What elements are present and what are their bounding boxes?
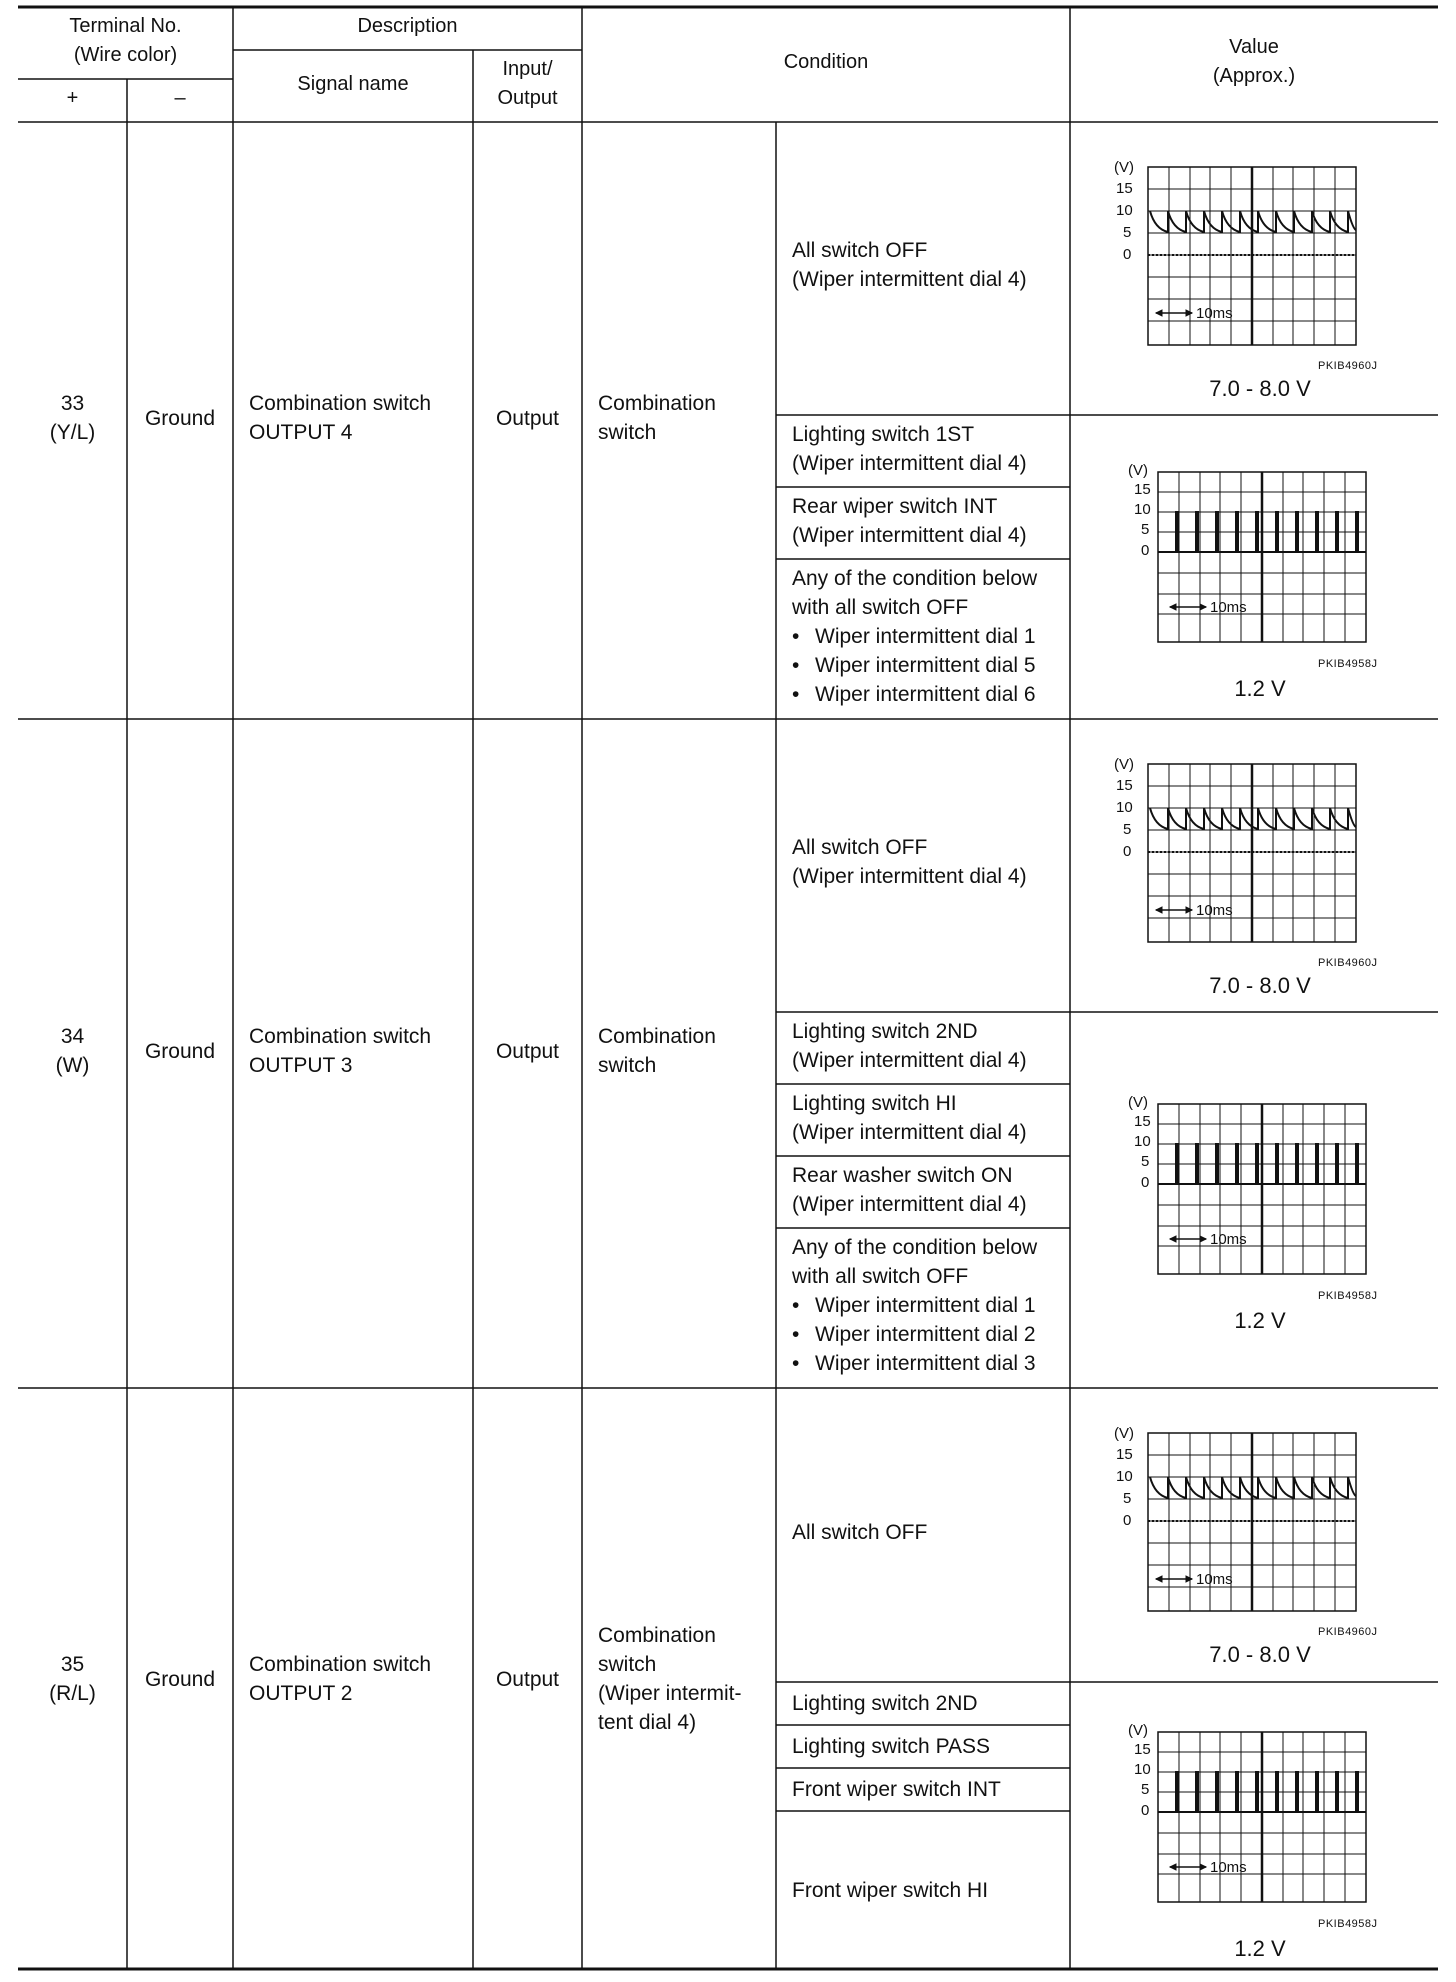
condition-sub-dial: (Wiper intermittent dial 4)	[792, 524, 1027, 547]
waveform-scope-pulse	[1110, 1720, 1370, 1910]
condition-sub-dial: (Wiper intermittent dial 4)	[792, 1121, 1027, 1144]
io-label: Output	[495, 1668, 560, 1691]
header-approx: (Approx.)	[1212, 65, 1296, 87]
header-signal-name: Signal name	[297, 73, 409, 95]
condition-sub-dial: (Wiper intermittent dial 4)	[792, 1049, 1027, 1072]
scope-y5: 5	[1123, 224, 1132, 241]
signal-name: Combination switch	[249, 1025, 432, 1048]
signal-name-output: OUTPUT 2	[249, 1682, 353, 1705]
condition-sub: All switch OFF	[792, 239, 928, 262]
condition-sub: Lighting switch PASS	[792, 1735, 991, 1758]
figure-code: PKIB4958J	[1318, 1918, 1378, 1930]
header-wire-color: (Wire color)	[73, 44, 178, 66]
condition-sub: Rear washer switch ON	[792, 1164, 1013, 1187]
scope-y15: 15	[1116, 777, 1133, 794]
condition-sub: Front wiper switch INT	[792, 1778, 1001, 1801]
condition-sub-line2: with all switch OFF	[792, 1265, 969, 1288]
condition-sub: Lighting switch 2ND	[792, 1020, 978, 1043]
wire-color: (Y/L)	[49, 421, 96, 444]
scope-y0: 0	[1123, 1512, 1132, 1529]
condition-bullet: • Wiper intermittent dial 5	[792, 651, 1036, 680]
waveform-scope-decay	[1110, 1421, 1370, 1621]
condition-main-2: switch	[598, 421, 657, 444]
condition-sub: Lighting switch HI	[792, 1092, 957, 1115]
scope-time-div: 10ms	[1196, 902, 1233, 919]
condition-sub: Any of the condition below	[792, 1236, 1038, 1259]
scope-time-div: 10ms	[1196, 305, 1233, 322]
scope-y15: 15	[1116, 180, 1133, 197]
condition-sub-dial: (Wiper intermittent dial 4)	[792, 268, 1027, 291]
wire-color: (W)	[55, 1054, 90, 1077]
figure-code: PKIB4958J	[1318, 1290, 1378, 1302]
scope-y10: 10	[1116, 1468, 1133, 1485]
scope-y5: 5	[1141, 521, 1150, 538]
scope-y10: 10	[1116, 202, 1133, 219]
header-output: Output	[497, 87, 558, 109]
condition-sub: Lighting switch 2ND	[792, 1692, 978, 1715]
value-reading: 1.2 V	[1234, 1936, 1286, 1961]
header-input: Input/	[502, 58, 553, 80]
condition-sub-dial: (Wiper intermittent dial 4)	[792, 1193, 1027, 1216]
scope-unit: (V)	[1128, 462, 1148, 479]
signal-name-output: OUTPUT 3	[249, 1054, 353, 1077]
condition-main-4: tent dial 4)	[598, 1711, 697, 1734]
condition-main-2: switch	[598, 1054, 657, 1077]
scope-unit: (V)	[1114, 159, 1134, 176]
condition-sub-dial: (Wiper intermittent dial 4)	[792, 452, 1027, 475]
ground-label: Ground	[144, 1668, 216, 1691]
scope-unit: (V)	[1128, 1094, 1148, 1111]
signal-name: Combination switch	[249, 392, 432, 415]
scope-y0: 0	[1141, 1802, 1150, 1819]
condition-sub: Any of the condition below	[792, 567, 1038, 590]
scope-y15: 15	[1134, 481, 1151, 498]
condition-main-2: switch	[598, 1653, 657, 1676]
condition-sub: Rear wiper switch INT	[792, 495, 998, 518]
value-reading: 1.2 V	[1234, 676, 1286, 701]
scope-y10: 10	[1134, 501, 1151, 518]
condition-main: Combination	[598, 1025, 716, 1048]
scope-y15: 15	[1116, 1446, 1133, 1463]
scope-time-div: 10ms	[1210, 1231, 1247, 1248]
header-condition: Condition	[783, 51, 869, 73]
figure-code: PKIB4958J	[1318, 658, 1378, 670]
condition-bullet: • Wiper intermittent dial 6	[792, 680, 1036, 709]
waveform-scope-pulse	[1110, 1092, 1370, 1282]
ground-label: Ground	[144, 407, 216, 430]
scope-time-div: 10ms	[1196, 1571, 1233, 1588]
value-reading: 7.0 - 8.0 V	[1209, 973, 1311, 998]
scope-y10: 10	[1116, 799, 1133, 816]
header-terminal-no: Terminal No.	[69, 15, 182, 37]
scope-time-div: 10ms	[1210, 599, 1247, 616]
scope-y15: 15	[1134, 1113, 1151, 1130]
signal-name: Combination switch	[249, 1653, 432, 1676]
condition-main-3: (Wiper intermit-	[598, 1682, 742, 1705]
scope-y0: 0	[1123, 843, 1132, 860]
condition-sub: All switch OFF	[792, 836, 928, 859]
scope-y10: 10	[1134, 1761, 1151, 1778]
scope-y10: 10	[1134, 1133, 1151, 1150]
condition-bullet: • Wiper intermittent dial 1	[792, 622, 1036, 651]
wire-color: (R/L)	[49, 1682, 96, 1705]
io-label: Output	[495, 1040, 560, 1063]
condition-sub: Front wiper switch HI	[792, 1879, 989, 1902]
condition-bullet: • Wiper intermittent dial 1	[792, 1291, 1036, 1320]
figure-code: PKIB4960J	[1318, 957, 1378, 969]
terminal-number: 34	[60, 1025, 85, 1048]
terminal-number: 33	[60, 392, 85, 415]
scope-unit: (V)	[1114, 756, 1134, 773]
value-reading: 1.2 V	[1234, 1308, 1286, 1333]
waveform-scope-pulse	[1110, 460, 1370, 650]
header-plus: +	[66, 87, 79, 109]
condition-main: Combination	[598, 1624, 716, 1647]
condition-sub-dial: (Wiper intermittent dial 4)	[792, 865, 1027, 888]
scope-y5: 5	[1141, 1153, 1150, 1170]
value-reading: 7.0 - 8.0 V	[1209, 1642, 1311, 1667]
scope-y15: 15	[1134, 1741, 1151, 1758]
condition-sub: All switch OFF	[792, 1521, 928, 1544]
io-label: Output	[495, 407, 560, 430]
terminal-number: 35	[60, 1653, 85, 1676]
header-value: Value	[1229, 36, 1279, 58]
value-reading: 7.0 - 8.0 V	[1209, 376, 1311, 401]
scope-y0: 0	[1141, 1174, 1150, 1191]
scope-time-div: 10ms	[1210, 1859, 1247, 1876]
scope-unit: (V)	[1128, 1722, 1148, 1739]
scope-y5: 5	[1123, 1490, 1132, 1507]
figure-code: PKIB4960J	[1318, 360, 1378, 372]
waveform-scope-decay	[1110, 155, 1370, 355]
condition-sub-line2: with all switch OFF	[792, 596, 969, 619]
figure-code: PKIB4960J	[1318, 1626, 1378, 1638]
waveform-scope-decay	[1110, 752, 1370, 952]
signal-name-output: OUTPUT 4	[249, 421, 353, 444]
scope-unit: (V)	[1114, 1425, 1134, 1442]
condition-bullet: • Wiper intermittent dial 3	[792, 1349, 1036, 1378]
scope-y5: 5	[1141, 1781, 1150, 1798]
condition-bullet: • Wiper intermittent dial 2	[792, 1320, 1036, 1349]
scope-y0: 0	[1123, 246, 1132, 263]
condition-sub: Lighting switch 1ST	[792, 423, 975, 446]
scope-y0: 0	[1141, 542, 1150, 559]
condition-main: Combination	[598, 392, 716, 415]
scope-y5: 5	[1123, 821, 1132, 838]
header-minus: –	[174, 87, 186, 109]
ground-label: Ground	[144, 1040, 216, 1063]
header-description: Description	[357, 15, 458, 37]
